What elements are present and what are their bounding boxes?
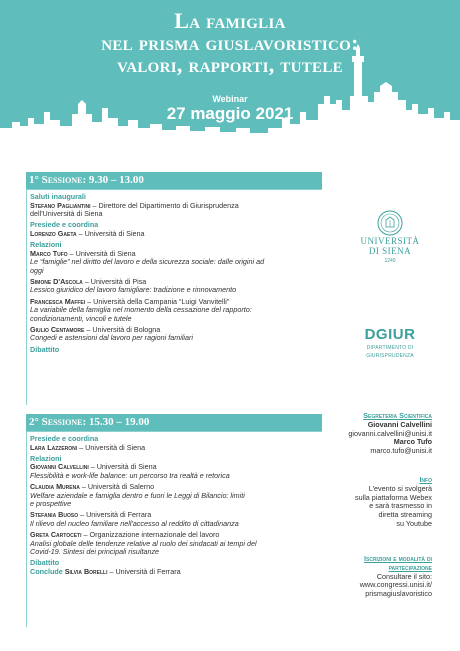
- unisi-logo: [340, 210, 440, 264]
- talk-title: e prospettive: [30, 499, 72, 509]
- segreteria-section: [326, 412, 432, 456]
- iscrizioni-heading-2: partecipazione: [388, 562, 432, 572]
- info-text: sulla piattaforma Webex: [355, 492, 432, 502]
- talk-speaker: Giovanni Calvellini – Università di Siena: [30, 462, 157, 472]
- talk-title: Welfare aziendale e famiglia dentro e fuori le Leggi di Bilancio: limiti: [30, 490, 245, 500]
- info-text: L'evento si svolgerà: [368, 483, 432, 493]
- saluti-speaker: Stefano Pagliantini – Direttore del Dipartimento di Giurisprudenza: [30, 200, 239, 210]
- dibattito-label: Dibattito: [30, 344, 60, 354]
- unisi-name-line-1: UNIVERSITÀ: [360, 236, 420, 246]
- title-line-1: La famiglia: [174, 8, 286, 33]
- info-text: su Youtube: [396, 518, 432, 528]
- event-format: Webinar: [212, 94, 248, 104]
- dgiur-wordmark: DGIUR: [364, 326, 416, 343]
- event-date: 27 maggio 2021: [166, 104, 294, 123]
- talk-title: La variabile della famiglia nel momento della cessazione del rapporto:: [30, 305, 252, 315]
- iscrizioni-heading-1: Iscrizioni e modalità di: [364, 554, 432, 563]
- talk-speaker: Simone D'Ascola – Università di Pisa: [30, 276, 147, 286]
- talk-title: Covid-19. Sintesi dei principali risultanze: [30, 547, 160, 557]
- contact-email[interactable]: marco.tufo@unisi.it: [370, 446, 432, 456]
- dgiur-logo: [340, 326, 440, 359]
- presiede-label: Presiede e coordina: [30, 220, 99, 230]
- talk-speaker: Giulio Centamore – Università di Bologna: [30, 324, 161, 334]
- segreteria-heading: Segreteria Scientifica: [363, 411, 432, 420]
- dept-name-line-1: DIPARTIMENTO DI: [366, 345, 414, 351]
- talk-title: Il rilievo del nucleo familiare nell'accesso al reddito di cittadinanza: [30, 518, 239, 528]
- title-line-2: nel prisma giuslavoristico:: [101, 30, 359, 55]
- talk-title: oggi: [30, 265, 44, 275]
- relazioni-label: Relazioni: [30, 453, 62, 463]
- info-text: e sarà trasmesso in: [369, 501, 432, 511]
- talk-speaker: Francesca Maffei – Università della Campania “Luigi Vanvitelli”: [30, 296, 230, 306]
- talk-title: Lessico giuridico del lavoro famigliare: tradizione e rinnovamento: [30, 285, 237, 295]
- talk-speaker: Stefania Buoso – Università di Ferrara: [30, 510, 152, 520]
- presiede-speaker: Lara Lazzeroni – Università di Siena: [30, 442, 146, 452]
- talk-speaker: Greta Cartoceti – Organizzazione internazionale del lavoro: [30, 529, 220, 539]
- contact-name: Marco Tufo: [393, 437, 432, 447]
- session-2-program: [30, 435, 320, 576]
- header-banner: [0, 0, 460, 150]
- talk-title: condizionamenti, vincoli e tutele: [30, 313, 132, 323]
- saluti-speaker-role: dell'Università di Siena: [30, 209, 103, 219]
- saluti-label: Saluti inaugurali: [30, 192, 86, 201]
- dibattito-label: Dibattito: [30, 558, 60, 568]
- website-link[interactable]: www.congressi.unisi.it/: [359, 580, 432, 590]
- presiede-label: Presiede e coordina: [30, 434, 99, 443]
- conclude-speaker: Conclude Silvia Borelli – Università di Ferrara: [30, 566, 181, 576]
- dept-name-line-2: GIURISPRUDENZA: [366, 353, 414, 359]
- talk-title: Congedi e astensioni dal lavoro per ragioni familiari: [30, 333, 194, 343]
- presiede-speaker: Lorenzo Gaeta – Università di Siena: [30, 228, 145, 238]
- unisi-year: 1240: [384, 258, 396, 264]
- contact-name: Giovanni Calvellini: [367, 419, 432, 429]
- iscrizioni-section: [326, 555, 432, 599]
- info-section: [326, 476, 432, 529]
- unisi-seal-icon: [377, 210, 403, 236]
- iscrizioni-text: Consultare il sito:: [376, 571, 432, 581]
- talk-title: Flessibilità e work-life balance: un percorso tra realtà e retorica: [30, 470, 230, 480]
- session-1-header: 1° Sessione: 9.30 – 13.00: [26, 172, 322, 189]
- info-heading: Info: [419, 475, 432, 484]
- website-link[interactable]: prismagiuslavoristico: [365, 589, 432, 599]
- unisi-name-line-2: DI SIENA: [368, 246, 412, 256]
- session-1-program: [30, 193, 320, 354]
- event-title: [0, 10, 460, 76]
- talk-title: Le “famiglie” nel diritto del lavoro e della sicurezza sociale: dalle origini ad: [30, 257, 265, 267]
- talk-title: Analisi globale delle tendenze relative al ruolo dei sindacati ai tempi del: [30, 538, 257, 548]
- talk-speaker: Claudia Murena – Università di Salerno: [30, 481, 155, 491]
- session-2-header: 2° Sessione: 15.30 – 19.00: [26, 414, 322, 431]
- title-line-3: valori, rapporti, tutele: [117, 52, 343, 77]
- contact-email[interactable]: giovanni.calvellini@unisi.it: [348, 428, 432, 438]
- info-text: diretta streaming: [378, 510, 432, 520]
- talk-speaker: Marco Tufo – Università di Siena: [30, 248, 136, 258]
- relazioni-label: Relazioni: [30, 239, 62, 249]
